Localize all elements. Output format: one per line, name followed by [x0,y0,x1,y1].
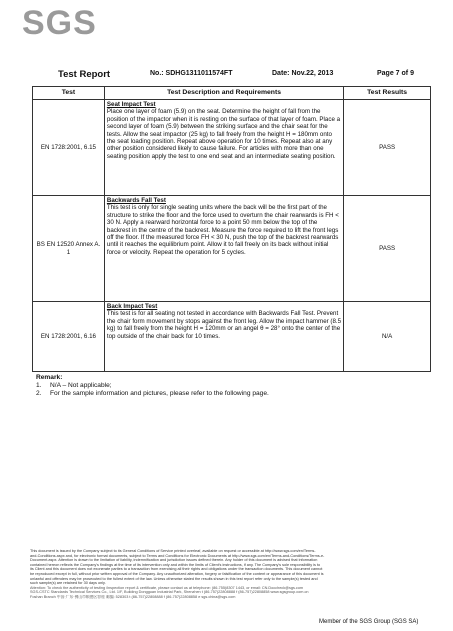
column-header-description: Test Description and Requirements [104,87,343,100]
test-description-cell [104,196,343,302]
test-standard: EN 1728:2001, 6.16 [33,302,105,372]
table-header-row [33,87,431,100]
footer-contact-line: SGS-CSTC Standards Technical Services Co., Ltd. 1/F, Building Dongguan Industrial Park, Shenzhen t (86-757)22808888 f (86-757)22808858 www.sgsgroup.com.cn [30,590,309,595]
remark-item [36,390,269,398]
test-description-cell [104,100,343,196]
footer-line: be reproduced except in full, without prior written approval of the Company. Any unauthorized alteration, forgery or falsification of the content or appearance of this document is [30,571,324,576]
footer-line: Document.aspx. Attention is drawn to the limitation of liability, indemnification and jurisdiction issues defined therein. Any holder of this document is advised that information [30,558,318,563]
remark-text: For the sample information and pictures, please refer to the following page. [50,390,269,397]
test-result: N/A [344,302,431,372]
report-title: Test Report [58,69,111,80]
test-table [32,86,431,372]
page-number: Page 7 of 9 [377,70,414,77]
sgs-logo: SGS [22,4,97,42]
remark-number: 2. [36,390,42,397]
test-description: Place one layer of foam (5.9) on the seat. Determine the height of fall from the position of the impactor when it is resting on the surface of that layer of foam. Place a second layer of foam (5.9) between the striking surface and the chair seat for the tests. Allow the seat impactor (25 kg) to fall freely from the height H = 180mm onto the seat loading position. Repeat above operation for 10 times. Repeat also at any other position considered likely to cause failure. For articles with more than one seating position apply the test to one end seat and an intermediate seating position. [106,108,341,160]
column-header-test: Test [33,87,105,100]
test-result: PASS [344,100,431,196]
remark-item [36,382,269,390]
footer-contact-line: Attention: To check the authenticity of testing /inspection report & certificate, please contact us at telephone: (86-755)8307 1443, or email: CN.Doccheck@sgs.com [30,585,304,590]
legal-footer [30,549,430,600]
footer-line: unlawful and offenders may be prosecuted to the fullest extent of the law. Unless otherwise stated the results shown in this test report refer only to the sample(s) tested and [30,576,318,581]
test-title: Back Impact Test [106,303,158,310]
remark-title: Remark: [36,374,63,381]
test-description: This test is for all seating not tested in accordance with Backwards Fall Test. Prevent the chair form movement by stops against the front leg. Allow the impact hammer (8.5 kg) to fall freely from the height H = 120mm or an angel θ = 28° onto the center of the top outside of the chair back for 10 times. [106,310,342,340]
footer-line: This document is issued by the Company subject to its General Conditions of Service printed overleaf, available on request or accessible at http://www.sgs.com/en/Terms- [30,549,316,553]
remark-text: N/A – Not applicable; [50,382,112,389]
table-row [33,196,431,302]
report-number: No.: SDHG1311011574FT [150,70,233,77]
table-row [33,302,431,372]
test-standard: BS EN 12520 Annex A. 1 [33,196,105,302]
footer-contact-line: Foshan Branch 中国·广东·佛山市顺德区容桂 邮编: 528303 t (86-757)22808888 f (86-757)22808858 e sgs.china@sgs.com [30,594,236,599]
footer-line: and-Conditions.aspx and, for electronic format documents, subject to Terms and Conditions for Electronic Documents at http://www.sgs.com/en/Terms-and-Conditions/Terms-e- [30,553,325,558]
test-description: This test is only for single seating units where the back will be the first part of the structure to strike the floor and the force used to overturn the chair rearwards is FH < 30 N. Apply a rearward horizontal force to a point 50 mm below the top of the backrest in the centre of the backrest. Measure the force required to lift the front legs off the floor. If the measured force FH < 30 N, push the top of the backrest rearwards until it reaches the equilibrium point. Allow it to fall freely on its back without initial force or velocity. Repeat the operation for 5 cycles. [106,204,339,256]
test-standard: EN 1728:2001, 6.15 [33,100,105,196]
test-description-cell [104,302,343,372]
sgs-member-text: Member of the SGS Group (SGS SA) [319,619,419,625]
report-header [0,70,453,84]
test-result: PASS [344,196,431,302]
footer-line: such sample(s) are retained for 30 days only. [30,581,106,586]
remark-section [36,374,269,398]
footer-line: contained hereon reflects the Company's findings at the time of its intervention only and within the limits of Client's instructions, if any. The Company's sole responsibility is to [30,562,321,567]
test-title: Seat Impact Test [106,101,156,108]
column-header-results: Test Results [344,87,431,100]
report-date: Date: Nov.22, 2013 [272,70,334,77]
test-title: Backwards Fall Test [106,197,166,204]
table-row [33,100,431,196]
footer-line: its Client and this document does not exonerate parties to a transaction from exercising all their rights and obligations under the transaction documents. This document cannot [30,567,323,572]
remark-number: 1. [36,382,42,389]
